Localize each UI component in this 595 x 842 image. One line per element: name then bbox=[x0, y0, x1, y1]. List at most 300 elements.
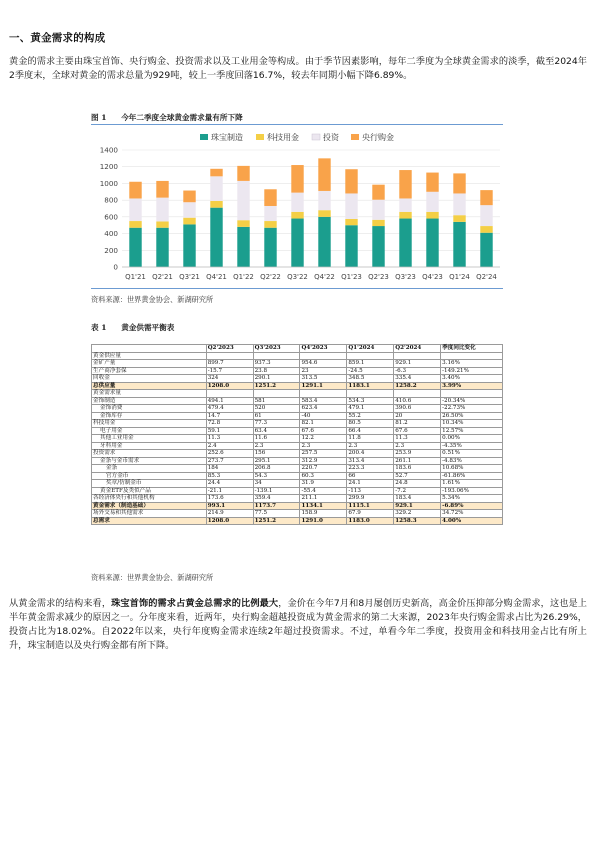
row-label: 黄金需求（制造基础） bbox=[92, 502, 207, 510]
table-cell: 993.1 bbox=[206, 502, 253, 510]
row-label: 奖章/仿制金币 bbox=[92, 480, 207, 488]
chart-bars bbox=[129, 158, 492, 267]
table-header-cell: Q1'2024 bbox=[347, 345, 394, 353]
table-header-cell: Q2'2024 bbox=[394, 345, 441, 353]
y-tick-label-1: 200 bbox=[104, 245, 118, 255]
row-label: 牙科用金 bbox=[92, 442, 207, 450]
y-tick-label-6: 1200 bbox=[99, 162, 118, 172]
table-cell: 10.34% bbox=[441, 420, 503, 428]
legend-swatch-2 bbox=[312, 134, 320, 140]
table-cell: 24.8 bbox=[394, 480, 441, 488]
table-row bbox=[92, 495, 503, 503]
bar-Q4'22-2 bbox=[318, 191, 330, 210]
table-cell: 1251.2 bbox=[253, 517, 300, 525]
figure-top-rule bbox=[91, 124, 503, 125]
intro-paragraph: 黄金的需求主要由珠宝首饰、央行购金、投资需求以及工业用金等构成。由于季节因素影响，每年二季度为全球黄金需求的淡季，截至2024年2季度末，全球对黄金的需求总量为929吨，较上一季度回落16.7%，较去年同期小幅下降6.89%。 bbox=[9, 56, 587, 81]
table-cell: 34.72% bbox=[441, 510, 503, 518]
analysis-paragraph bbox=[9, 597, 587, 653]
table-cell: -193.06% bbox=[441, 487, 503, 495]
table-cell: -7.2 bbox=[394, 487, 441, 495]
table-cell: 55.2 bbox=[347, 412, 394, 420]
table-cell: 1258.2 bbox=[394, 382, 441, 390]
table-cell: 2.3 bbox=[347, 442, 394, 450]
table-cell: 158.9 bbox=[300, 510, 347, 518]
bar-Q3'22-2 bbox=[291, 193, 303, 212]
table-row bbox=[92, 397, 503, 405]
x-tick-label-10: Q3'23 bbox=[395, 273, 416, 281]
table-row bbox=[92, 412, 503, 420]
x-tick-label-0: Q1'21 bbox=[125, 273, 146, 281]
table-cell: 1291.1 bbox=[300, 382, 347, 390]
section-heading: 一、黄金需求的构成 bbox=[9, 32, 106, 44]
table-cell: 23.8 bbox=[253, 367, 300, 375]
table-row bbox=[92, 450, 503, 458]
table-cell: 54.3 bbox=[253, 472, 300, 480]
table-cell: 479.4 bbox=[206, 405, 253, 413]
table-cell: 184 bbox=[206, 465, 253, 473]
bar-Q2'22-1 bbox=[264, 221, 276, 228]
legend-swatch-3 bbox=[351, 134, 359, 140]
table-cell: 72.8 bbox=[206, 420, 253, 428]
table-cell: 253.9 bbox=[394, 450, 441, 458]
bar-Q1'23-0 bbox=[345, 225, 357, 267]
bar-Q2'24-3 bbox=[480, 190, 492, 205]
table-cell: 929.1 bbox=[394, 502, 441, 510]
table-cell: 24.1 bbox=[347, 480, 394, 488]
row-label: 投资需求 bbox=[92, 450, 207, 458]
table-cell: 183.4 bbox=[394, 495, 441, 503]
bar-Q2'21-1 bbox=[156, 221, 168, 227]
table-cell bbox=[206, 390, 253, 398]
bar-Q3'21-2 bbox=[183, 202, 195, 217]
table-cell: 63.4 bbox=[253, 427, 300, 435]
table-cell bbox=[394, 352, 441, 360]
table-cell: 929.1 bbox=[394, 360, 441, 368]
table-cell: 1.61% bbox=[441, 480, 503, 488]
table-cell: 313.5 bbox=[300, 375, 347, 383]
table-title bbox=[91, 322, 174, 333]
table-cell: 34 bbox=[253, 480, 300, 488]
table-row bbox=[92, 367, 503, 375]
chart-legend bbox=[200, 132, 394, 142]
x-tick-label-6: Q3'22 bbox=[287, 273, 308, 281]
table-cell: 80.5 bbox=[347, 420, 394, 428]
table-row bbox=[92, 442, 503, 450]
table-cell: 67.6 bbox=[300, 427, 347, 435]
bar-Q3'23-3 bbox=[399, 170, 411, 198]
table-cell bbox=[253, 352, 300, 360]
table-cell: 200.4 bbox=[347, 450, 394, 458]
table-cell: -149.21% bbox=[441, 367, 503, 375]
y-tick-label-7: 1400 bbox=[99, 145, 118, 155]
analysis-highlight: 珠宝首饰的需求占黄金总需求的比例最大 bbox=[111, 598, 279, 609]
table-cell: -40 bbox=[300, 412, 347, 420]
table-cell bbox=[206, 352, 253, 360]
row-label: 各经济体央行和其他机构 bbox=[92, 495, 207, 503]
table-header-cell: Q3'2023 bbox=[253, 345, 300, 353]
figure-bottom-rule bbox=[91, 288, 503, 289]
table-row bbox=[92, 510, 503, 518]
table-cell: 313.4 bbox=[347, 457, 394, 465]
table-cell: 494.1 bbox=[206, 397, 253, 405]
legend-label-0: 珠宝制造 bbox=[211, 133, 243, 142]
bar-Q1'21-0 bbox=[129, 228, 141, 267]
table-row bbox=[92, 480, 503, 488]
row-label: 其他工业用金 bbox=[92, 435, 207, 443]
bar-Q3'22-3 bbox=[291, 165, 303, 193]
table-cell: 12.2 bbox=[300, 435, 347, 443]
row-label: 金条 bbox=[92, 465, 207, 473]
figure-source: 资料来源：世界黄金协会、新湖研究所 bbox=[91, 295, 214, 304]
table-row bbox=[92, 465, 503, 473]
row-label: 黄金ETF及类似产品 bbox=[92, 487, 207, 495]
table-cell: 252.6 bbox=[206, 450, 253, 458]
table-cell: 211.1 bbox=[300, 495, 347, 503]
table-cell: 24.4 bbox=[206, 480, 253, 488]
bar-Q3'23-2 bbox=[399, 198, 411, 211]
table-cell: 295.1 bbox=[253, 457, 300, 465]
bar-Q1'24-1 bbox=[453, 215, 465, 222]
table-cell: 52.7 bbox=[394, 472, 441, 480]
table-cell: 11.8 bbox=[347, 435, 394, 443]
bar-Q2'22-2 bbox=[264, 206, 276, 221]
table-cell: 23 bbox=[300, 367, 347, 375]
table-cell: 67.9 bbox=[347, 510, 394, 518]
row-label: 金矿产量 bbox=[92, 360, 207, 368]
table-cell: -20.34% bbox=[441, 397, 503, 405]
row-label: 黄金供应量 bbox=[92, 352, 207, 360]
table-cell: 77.3 bbox=[253, 420, 300, 428]
row-label: 金饰库存 bbox=[92, 412, 207, 420]
supply-demand-table bbox=[91, 344, 503, 525]
table-cell: 520 bbox=[253, 405, 300, 413]
table-cell: -113 bbox=[347, 487, 394, 495]
table-cell: 3.16% bbox=[441, 360, 503, 368]
table-cell: -55.4 bbox=[300, 487, 347, 495]
table-row bbox=[92, 352, 503, 360]
bar-Q1'22-3 bbox=[237, 166, 249, 181]
bar-Q2'21-2 bbox=[156, 198, 168, 222]
table-cell: 937.3 bbox=[253, 360, 300, 368]
bar-Q3'21-1 bbox=[183, 218, 195, 225]
legend-label-1: 科技用金 bbox=[267, 133, 299, 142]
bar-Q2'23-3 bbox=[372, 185, 384, 200]
table-row bbox=[92, 390, 503, 398]
table-cell: -139.1 bbox=[253, 487, 300, 495]
y-tick-label-3: 600 bbox=[104, 212, 118, 222]
table-header-cell: Q2'2023 bbox=[206, 345, 253, 353]
y-tick-label-4: 800 bbox=[104, 195, 118, 205]
table-cell bbox=[441, 352, 503, 360]
table-cell: -61.86% bbox=[441, 472, 503, 480]
table-cell: 583.4 bbox=[300, 397, 347, 405]
table-cell: 10.68% bbox=[441, 465, 503, 473]
bar-Q1'24-3 bbox=[453, 173, 465, 193]
table-row bbox=[92, 382, 503, 390]
table-row bbox=[92, 435, 503, 443]
bar-Q4'23-3 bbox=[426, 173, 438, 192]
table-cell: -4.83% bbox=[441, 457, 503, 465]
table-row bbox=[92, 472, 503, 480]
table-label: 表 1 bbox=[91, 323, 107, 332]
bar-Q3'23-0 bbox=[399, 219, 411, 267]
row-label: 生产商净套保 bbox=[92, 367, 207, 375]
table-cell: 623.4 bbox=[300, 405, 347, 413]
table-cell: -4.35% bbox=[441, 442, 503, 450]
table-cell bbox=[253, 390, 300, 398]
bar-Q1'24-2 bbox=[453, 193, 465, 215]
chart-x-axis bbox=[122, 267, 500, 281]
table-cell: 1208.0 bbox=[206, 517, 253, 525]
legend-swatch-0 bbox=[200, 134, 208, 140]
legend-label-3: 央行购金 bbox=[362, 133, 394, 142]
table-cell bbox=[441, 390, 503, 398]
table-cell: 20 bbox=[394, 412, 441, 420]
chart-y-axis bbox=[100, 146, 119, 272]
row-label: 回收金 bbox=[92, 375, 207, 383]
y-tick-label-2: 400 bbox=[104, 229, 118, 239]
row-label: 黄金需求量 bbox=[92, 390, 207, 398]
table-cell: 31.9 bbox=[300, 480, 347, 488]
bar-Q2'23-0 bbox=[372, 226, 384, 267]
table-cell: 85.3 bbox=[206, 472, 253, 480]
table-cell: 2.4 bbox=[206, 442, 253, 450]
bar-Q4'23-0 bbox=[426, 219, 438, 267]
bar-Q2'23-1 bbox=[372, 220, 384, 226]
table-cell: 11.6 bbox=[253, 435, 300, 443]
table-cell: 581 bbox=[253, 397, 300, 405]
row-label: 金饰消费 bbox=[92, 405, 207, 413]
table-cell: 5.34% bbox=[441, 495, 503, 503]
table-header-row bbox=[92, 345, 503, 353]
table-cell bbox=[300, 390, 347, 398]
x-tick-label-7: Q4'22 bbox=[314, 273, 335, 281]
bar-Q2'21-0 bbox=[156, 228, 168, 267]
bar-Q2'24-0 bbox=[480, 233, 492, 267]
table-cell: 3.99% bbox=[441, 382, 503, 390]
table-cell: 4.00% bbox=[441, 517, 503, 525]
table-cell bbox=[300, 352, 347, 360]
table-cell: 66.4 bbox=[347, 427, 394, 435]
bar-Q2'22-0 bbox=[264, 228, 276, 267]
bar-Q4'22-3 bbox=[318, 158, 330, 191]
table-cell: 1173.7 bbox=[253, 502, 300, 510]
table-cell: 390.6 bbox=[394, 405, 441, 413]
table-cell: 1208.0 bbox=[206, 382, 253, 390]
table-cell: 81.2 bbox=[394, 420, 441, 428]
table-cell: 1291.0 bbox=[300, 517, 347, 525]
table-row bbox=[92, 420, 503, 428]
table-cell: 899.7 bbox=[206, 360, 253, 368]
table-cell: 2.3 bbox=[253, 442, 300, 450]
table-cell: -24.5 bbox=[347, 367, 394, 375]
legend-swatch-1 bbox=[256, 134, 264, 140]
table-cell: 261.1 bbox=[394, 457, 441, 465]
table-row bbox=[92, 517, 503, 525]
table-row bbox=[92, 427, 503, 435]
table-cell: 3.40% bbox=[441, 375, 503, 383]
bar-Q4'22-0 bbox=[318, 217, 330, 267]
bar-Q1'23-1 bbox=[345, 219, 357, 225]
table-cell bbox=[394, 390, 441, 398]
chart-gridlines bbox=[122, 150, 500, 267]
table-header-cell: 季度同比变化 bbox=[441, 345, 503, 353]
bar-Q1'22-0 bbox=[237, 227, 249, 267]
gold-demand-chart bbox=[88, 128, 508, 286]
row-label: 总供应量 bbox=[92, 382, 207, 390]
y-tick-label-0: 0 bbox=[113, 262, 118, 272]
table-cell: 299.9 bbox=[347, 495, 394, 503]
table-cell: 183.6 bbox=[394, 465, 441, 473]
figure-title-text: 今年二季度全球黄金需求量有所下降 bbox=[121, 113, 243, 122]
bar-Q2'24-1 bbox=[480, 226, 492, 233]
x-tick-label-8: Q1'23 bbox=[341, 273, 362, 281]
table-cell: 2.3 bbox=[394, 442, 441, 450]
bar-Q4'21-0 bbox=[210, 208, 222, 267]
table-cell: 156 bbox=[253, 450, 300, 458]
row-label: 场外交易和其他需求 bbox=[92, 510, 207, 518]
table-cell: 479.1 bbox=[347, 405, 394, 413]
table-cell: 534.3 bbox=[347, 397, 394, 405]
table-cell: 12.57% bbox=[441, 427, 503, 435]
bar-Q4'21-3 bbox=[210, 169, 222, 177]
table-row bbox=[92, 405, 503, 413]
bar-Q3'21-0 bbox=[183, 224, 195, 267]
bar-Q1'22-2 bbox=[237, 181, 249, 220]
table-cell: 77.5 bbox=[253, 510, 300, 518]
table-cell: 290.1 bbox=[253, 375, 300, 383]
bar-Q1'23-2 bbox=[345, 193, 357, 218]
table-cell: 67.6 bbox=[394, 427, 441, 435]
table-cell: 60.3 bbox=[300, 472, 347, 480]
bar-Q2'24-2 bbox=[480, 205, 492, 226]
table-cell bbox=[347, 390, 394, 398]
table-header-cell bbox=[92, 345, 207, 353]
x-tick-label-5: Q2'22 bbox=[260, 273, 281, 281]
table-cell: 0.51% bbox=[441, 450, 503, 458]
bar-Q3'23-1 bbox=[399, 212, 411, 219]
table-cell: 329.2 bbox=[394, 510, 441, 518]
x-tick-label-1: Q2'21 bbox=[152, 273, 173, 281]
bar-Q1'24-0 bbox=[453, 222, 465, 267]
table-cell: -15.7 bbox=[206, 367, 253, 375]
table-cell: 359.4 bbox=[253, 495, 300, 503]
table-cell: 410.6 bbox=[394, 397, 441, 405]
table-header-cell: Q4'2023 bbox=[300, 345, 347, 353]
table-cell: 0.00% bbox=[441, 435, 503, 443]
x-tick-label-12: Q1'24 bbox=[449, 273, 470, 281]
table-cell: 324 bbox=[206, 375, 253, 383]
y-tick-label-5: 1000 bbox=[99, 178, 118, 188]
table-cell: 11.3 bbox=[394, 435, 441, 443]
bar-Q2'22-3 bbox=[264, 189, 276, 206]
table-cell: 273.7 bbox=[206, 457, 253, 465]
table-cell: 1183.0 bbox=[347, 517, 394, 525]
table-row bbox=[92, 375, 503, 383]
bar-Q1'21-1 bbox=[129, 221, 141, 228]
table-cell: 312.9 bbox=[300, 457, 347, 465]
row-label: 官方金币 bbox=[92, 472, 207, 480]
table-row bbox=[92, 502, 503, 510]
row-label: 电子用金 bbox=[92, 427, 207, 435]
table-cell: 335.4 bbox=[394, 375, 441, 383]
table-cell: 206.8 bbox=[253, 465, 300, 473]
x-tick-label-4: Q1'22 bbox=[233, 273, 254, 281]
x-tick-label-2: Q3'21 bbox=[179, 273, 200, 281]
x-tick-label-9: Q2'23 bbox=[368, 273, 389, 281]
bar-Q3'22-1 bbox=[291, 212, 303, 219]
table-title-text: 黄金供需平衡表 bbox=[121, 323, 175, 332]
row-label: 科技用金 bbox=[92, 420, 207, 428]
table-cell: 257.5 bbox=[300, 450, 347, 458]
analysis-body: ，金价在今年7月和8月屡创历史新高，高金价压抑部分购金需求，这也是上半年黄金需求减少的原因之一。分年度来看，近两年，央行购金超越投资成为黄金需求的第二大来源，2023年央行购金需求占比为26.29%，投资占比为18.02%。自2022年以来，央行年度购金需求连续2年超过投资需求。不过，单看今年二季度，投资用金和科技用金占比有所上升，珠宝制造以及央行购金都有所下降。 bbox=[9, 598, 587, 651]
table-row bbox=[92, 487, 503, 495]
table-row bbox=[92, 457, 503, 465]
table-cell: 61 bbox=[253, 412, 300, 420]
analysis-lead: 从黄金需求的结构来看， bbox=[9, 598, 112, 609]
table-cell: 859.1 bbox=[347, 360, 394, 368]
table-cell: 214.9 bbox=[206, 510, 253, 518]
x-tick-label-13: Q2'24 bbox=[476, 273, 497, 281]
table-cell: 1115.1 bbox=[347, 502, 394, 510]
table-cell: 1183.1 bbox=[347, 382, 394, 390]
table-cell: 11.3 bbox=[206, 435, 253, 443]
legend-label-2: 投资 bbox=[323, 133, 339, 142]
table-cell: 1134.1 bbox=[300, 502, 347, 510]
table-cell bbox=[347, 352, 394, 360]
table-cell: 348.5 bbox=[347, 375, 394, 383]
table-cell: -22.73% bbox=[441, 405, 503, 413]
x-tick-label-11: Q4'23 bbox=[422, 273, 443, 281]
bar-Q3'21-3 bbox=[183, 191, 195, 203]
table-cell: 2.3 bbox=[300, 442, 347, 450]
table-cell: 1258.3 bbox=[394, 517, 441, 525]
table-cell: -6.3 bbox=[394, 367, 441, 375]
bar-Q1'21-2 bbox=[129, 198, 141, 221]
table-cell: 223.3 bbox=[347, 465, 394, 473]
table-cell: -6.89% bbox=[441, 502, 503, 510]
bar-Q4'21-2 bbox=[210, 176, 222, 201]
table-cell: 220.7 bbox=[300, 465, 347, 473]
table-row bbox=[92, 360, 503, 368]
bar-Q2'23-2 bbox=[372, 200, 384, 220]
bar-Q4'21-1 bbox=[210, 201, 222, 208]
table-cell: 26.50% bbox=[441, 412, 503, 420]
bar-Q1'23-3 bbox=[345, 169, 357, 193]
bar-Q2'21-3 bbox=[156, 181, 168, 198]
figure-label: 图 1 bbox=[91, 113, 107, 122]
table-source: 资料来源：世界黄金协会、新湖研究所 bbox=[91, 573, 214, 582]
table-cell: 954.6 bbox=[300, 360, 347, 368]
table-cell: 1251.2 bbox=[253, 382, 300, 390]
row-label: 总需求 bbox=[92, 517, 207, 525]
table-cell: 173.6 bbox=[206, 495, 253, 503]
bar-Q1'21-3 bbox=[129, 182, 141, 199]
table-cell: -21.1 bbox=[206, 487, 253, 495]
row-label: 金条与金币需求 bbox=[92, 457, 207, 465]
x-tick-label-3: Q4'21 bbox=[206, 273, 227, 281]
bar-Q3'22-0 bbox=[291, 219, 303, 267]
table-cell: 82.1 bbox=[300, 420, 347, 428]
table-cell: 59.1 bbox=[206, 427, 253, 435]
bar-Q1'22-1 bbox=[237, 220, 249, 227]
table-cell: 66 bbox=[347, 472, 394, 480]
bar-Q4'22-1 bbox=[318, 210, 330, 217]
row-label: 金饰制造 bbox=[92, 397, 207, 405]
bar-Q4'23-2 bbox=[426, 192, 438, 212]
table-cell: 14.7 bbox=[206, 412, 253, 420]
bar-Q4'23-1 bbox=[426, 212, 438, 219]
